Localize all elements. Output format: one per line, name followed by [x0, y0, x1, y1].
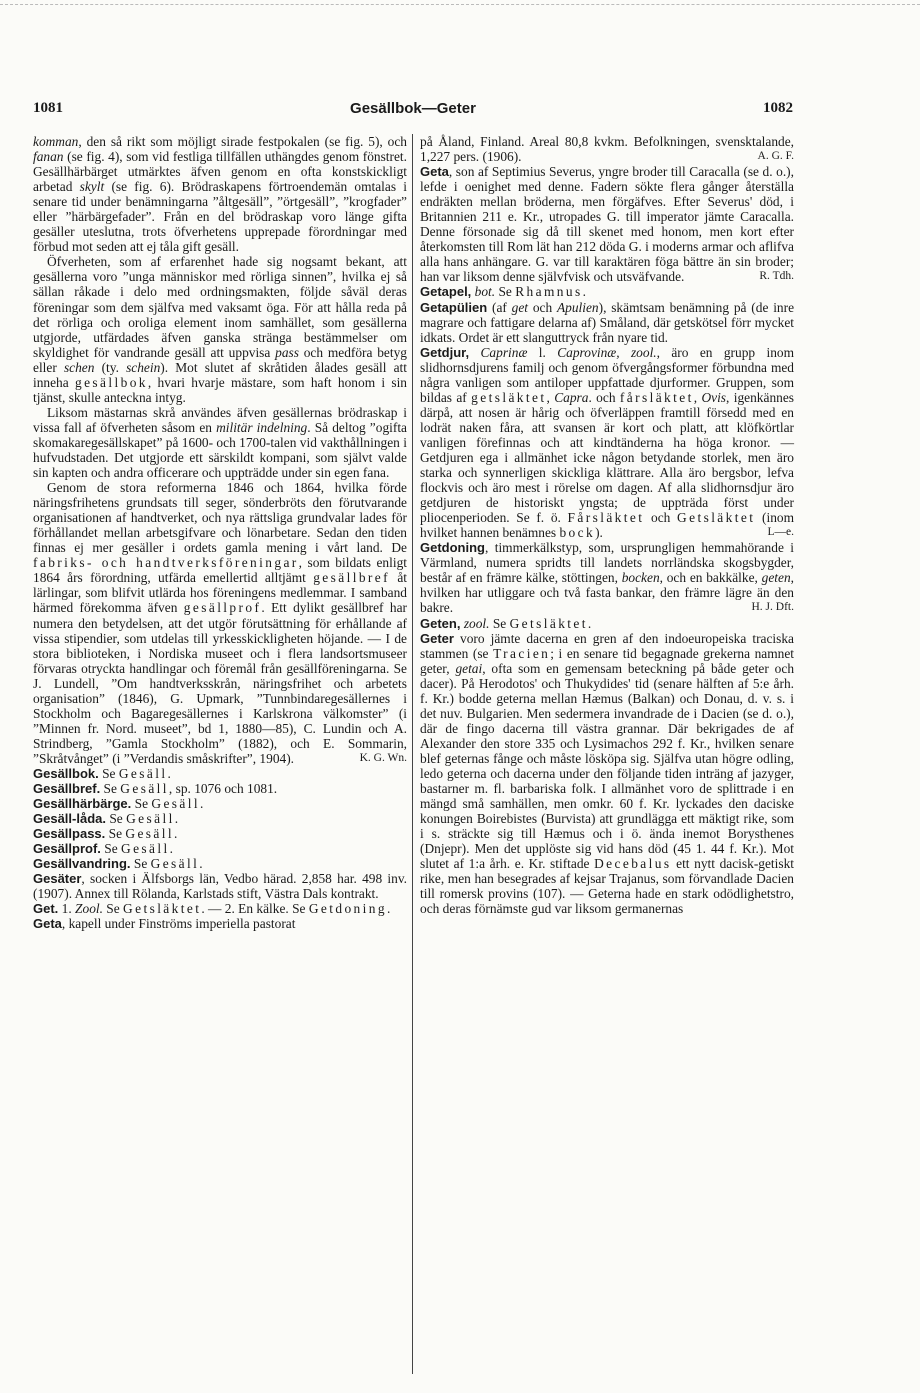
entry-gesallbref: Gesällbref. Se Gesäll, sp. 1076 och 1081.: [33, 781, 278, 797]
entry-getdjur: Getdjur, Caprinæ l. Caprovinæ, zool., äro en grupp inom slidhornsdjurens familj och genom öfvergångsformer förbundna med några vanligen som antiloper uppfattade djurformer. Gruppen, som bildas af getsläktet, Capra. och fårsläktet, Ovis, igenkännes därpå, att nosen är hårig och öfverläppen framtill försedd med en lodrät naken fåra, att svansen är kort och platt, att klöfkörtlar vanligen förefinnas och att kindtänderna ha höga kronor. — Getdjuren ega i allmänhet icke någon betydande storlek, men äro starka och synnerligen skickliga klättrare. Alla äro bergsbor, lefva flockvis och äro mest i rörelse om dagen. Af alla slidhornsdjur äro getdjuren de historiskt yngsta; de uppträda först under pliocenperioden. Se f. ö. Fårsläktet och Getsläktet (inom hvilket hannen benämnes bock). L—e.: [420, 344, 795, 541]
running-header: [33, 100, 793, 122]
author-signature: R. Tdh.: [759, 270, 794, 283]
entry-get: Get. 1. Zool. Se Getsläktet. — 2. En kälke. Se Getdoning.: [33, 901, 391, 917]
entry-gesallprof: Gesällprof. Se Gesäll.: [33, 841, 173, 857]
author-signature: K. G. Wn.: [359, 751, 407, 764]
author-signature: H. J. Dft.: [751, 601, 794, 614]
scan-edge-line: [0, 4, 920, 5]
page-number-left: 1081: [33, 100, 63, 116]
left-column: [33, 134, 407, 931]
gesall-reform-paragraph: Genom de stora reformerna 1846 och 1864, hvilka förde näringsfrihetens grundsats till seger, sönderbröts den förutvarande organisationen af handtverket, och nya rättsliga grundvalar lades för förhållandet mellan arbetsgifvare och lönarbetare. Sedan den tiden finnas ej mer gesäller i ordets gamla mening i vårt land. De fabriks- och handtverksföreningar, som bildats enligt 1864 års förordning, utfärda emellertid alltjämt gesällbref åt lärlingar, som blifvit utlärda hos föreningens medlemmar. I samband härmed förekomma äfven gesällprof. Ett dylikt gesällbref har numera den betydelsen, att det utgör förutsättning för erhållande af vissa stipendier, som utdelas till yrkesskickligheten höjande. — I de stora biblioteken, i Nordiska museet och i flera landsortsmuseer förvaras otryckta handlingar och föremål från gesällföreningarna. Se J. Lundell, ”Om handtverksskrån, näringsfrihet och arbetets organisation” (1846), G. Upmark, ”Tunnbindaregesällernes i Stockholm och Bagaregesällernes i Karlskrona välkomster” (i ”Minnen fr. Nord. museet”, bd 1, 1880—85), C. Lundin och A. Strindberg, ”Gamla Stockholm” (1882), och E. Sommarin, ”Skråtvånget” (i ”Verdandis småskrifter”, 1904). K. G. Wn.: [33, 480, 408, 766]
entry-gesallbok: Gesällbok. Se Gesäll.: [33, 765, 171, 781]
entry-geta-emperor: Geta, son af Septimius Severus, yngre broder till Caracalla (se d. o.), lefde i oenighet med denne. Fadern sökte flera gånger återställa endräkten mellan bröderna, men förgäfves. Efter Severus' död, i Britannien 211 e. Kr., utropades G. till imperator jämte Caracalla. Denne försonade sig då till skenet med honom, men kort efter återkomsten till Rom lät han 212 döda G. i moderns armar och aflifva alla hans anhängare. G. var till karaktären föga bättre än sin broder; han var liksom denne självfvisk och utsväfvande. R. Tdh.: [420, 164, 794, 285]
entry-getdoning: Getdoning, timmerkälkstyp, som, ursprungligen hemmahörande i Värmland, numera spridts till landets norrländska skogsbygder, består af en främre kälke, stöttingen, bocken, och en bakkälke, geten, hvilken har utliggare och två fasta bankar, den främre lägre än den bakre. H. J. Dft.: [420, 540, 795, 616]
entry-geta-kapell: Geta, kapell under Finströms imperiella pastorat: [33, 916, 296, 932]
entry-getapel: Getapel, bot. Se Rhamnus.: [420, 284, 586, 300]
column-divider: [412, 134, 413, 1374]
gesall-military-paragraph: Liksom mästarnas skrå användes äfven gesällernas brödraskap i vissa fall af öfverheten såsom en militär indelning. Så deltog ”ogifta skomakaregesällskapet” på 1600- och 1700-talen vid vakthållningen i hufvudstaden. Det utgjorde ett särskildt kompani, som självt valde sin kapten och andra officerare och uppträdde under sin egen fana.: [33, 404, 407, 481]
page-number-right: 1082: [763, 100, 793, 116]
page-title: Gesällbok—Geter: [350, 100, 476, 117]
entry-getapulien: Getapülien (af get och Apulien), skämtsam benämning på (de inre magrare och fattigare delarna af) Småland, där getskötsel förr mycket idkats. Ordet är ett slanguttryck från nyare tid.: [420, 299, 795, 345]
geta-kapell-continuation: på Åland, Finland. Areal 80,8 kvkm. Befolkningen, svensktalande, 1,227 pers. (1906). A. G. F.: [420, 134, 794, 165]
right-column: [420, 134, 794, 916]
entry-gesater: Gesäter, socken i Älfsborgs län, Vedbo härad. 2,858 har. 498 inv. (1907). Annex till Rölanda, Karlstads stift, Västra Dals kontrakt.: [33, 871, 407, 902]
entry-geter: Geter voro jämte dacerna en gren af den indoeuropeiska traciska stammen (se Tracien; i en senare tid begagnade grekerna namnet geter, getai, ofta som en gemensam beteckning på både geter och dacer). På Herodotos' och Thukydides' tid (senare hälften af 5:e årh. f. Kr.) bodde geterna mellan Hæmus (Balkan) och Donau, d. v. s. i det nuv. Bulgarien. Men sedermera invandrade de i Dacien (se d. o.), där de fingo dacerna till västra grannar. Där bekrigades de af Alexander den store 335 och Lysimachos 292 f. Kr., hvilken senare blef geternas fånge och måste lösköpa sig. Själfva utan högre odling, ledo geterna och dacerna under den följande tiden inträng af jazyger, bastarner m. fl. barbariska folk. I allmänhet voro de splittrade i en mängd små samhällen, men omkr. 60 f. Kr. lyckades den daciske konungen Boirebistes (Burvista) att grundlägga ett mäktigt rike, som i s. sträckte sig till Hæmus och i ö. ända inemot Borysthenes (Dnjepr). Men det upplöste sig vid hans död (45 1. 44 f. Kr.). Mot slutet af 1:a årh. e. Kr. stiftade Decebalus ett nytt dacisk-getiskt rike, men han besegrades af kejsar Trajanus, som förvandlade Dacien till romersk provins (107). — Geterna hade en stark odödlighetstro, och deras förnämste gud var liksom germanernas: [420, 630, 795, 917]
author-signature: L—e.: [767, 526, 794, 539]
entry-gesallvandring: Gesällvandring. Se Gesäll.: [33, 856, 203, 872]
entry-gesallharbarge: Gesällhärbärge. Se Gesäll.: [33, 796, 204, 812]
entry-gesallpass: Gesällpass. Se Gesäll.: [33, 826, 178, 842]
entry-geten: Geten, zool. Se Getsläktet.: [420, 615, 592, 631]
entry-gesall-lada: Gesäll-låda. Se Gesäll.: [33, 811, 179, 827]
author-signature: A. G. F.: [757, 150, 794, 163]
gesall-authority-paragraph: Öfverheten, som af erfarenhet hade sig nogsamt bekant, att gesällerna voro ”unga människor med rörliga sinnen”, hvilka ej så sällan råkade i delo med ordningsmakten, följde såväl deras föreningar som dem själfva med vaksamt öga. För att hålla reda på det rörliga och oroliga element inom samhället, som gesällerna utgjorde, utfärdades äfven ganska stränga bestämmelser om skyldighet för vandrande gesäll att uppvisa pass och medföra betyg eller schen (ty. schein). Mot slutet af skråtiden ålades gesäll att inneha gesällbok, hvari hvarje mästare, som haft honom i sin tjänst, skulle anteckna intyg.: [33, 254, 407, 405]
gesall-continuation-paragraph: komman, den så rikt som möjligt sirade festpokalen (se fig. 5), och fanan (se fig. 4), som vid festliga tillfällen uthängdes genom fönstret. Gesällhärbärget utmärktes äfven genom en ofta konstskickligt arbetad skylt (se fig. 6). Brödraskapens förtroendemän omtalas i senare tid under benämningarna ”åltgesäll”, ”örtgesäll”, ”krogfader” eller ”härbärgefader”. Från en del brödraskap voro länge gifta gesäller uteslutna, trots öfverhetens upprepade förordningar med förbud mot seden att ej tåla gift gesäll.: [33, 134, 408, 255]
